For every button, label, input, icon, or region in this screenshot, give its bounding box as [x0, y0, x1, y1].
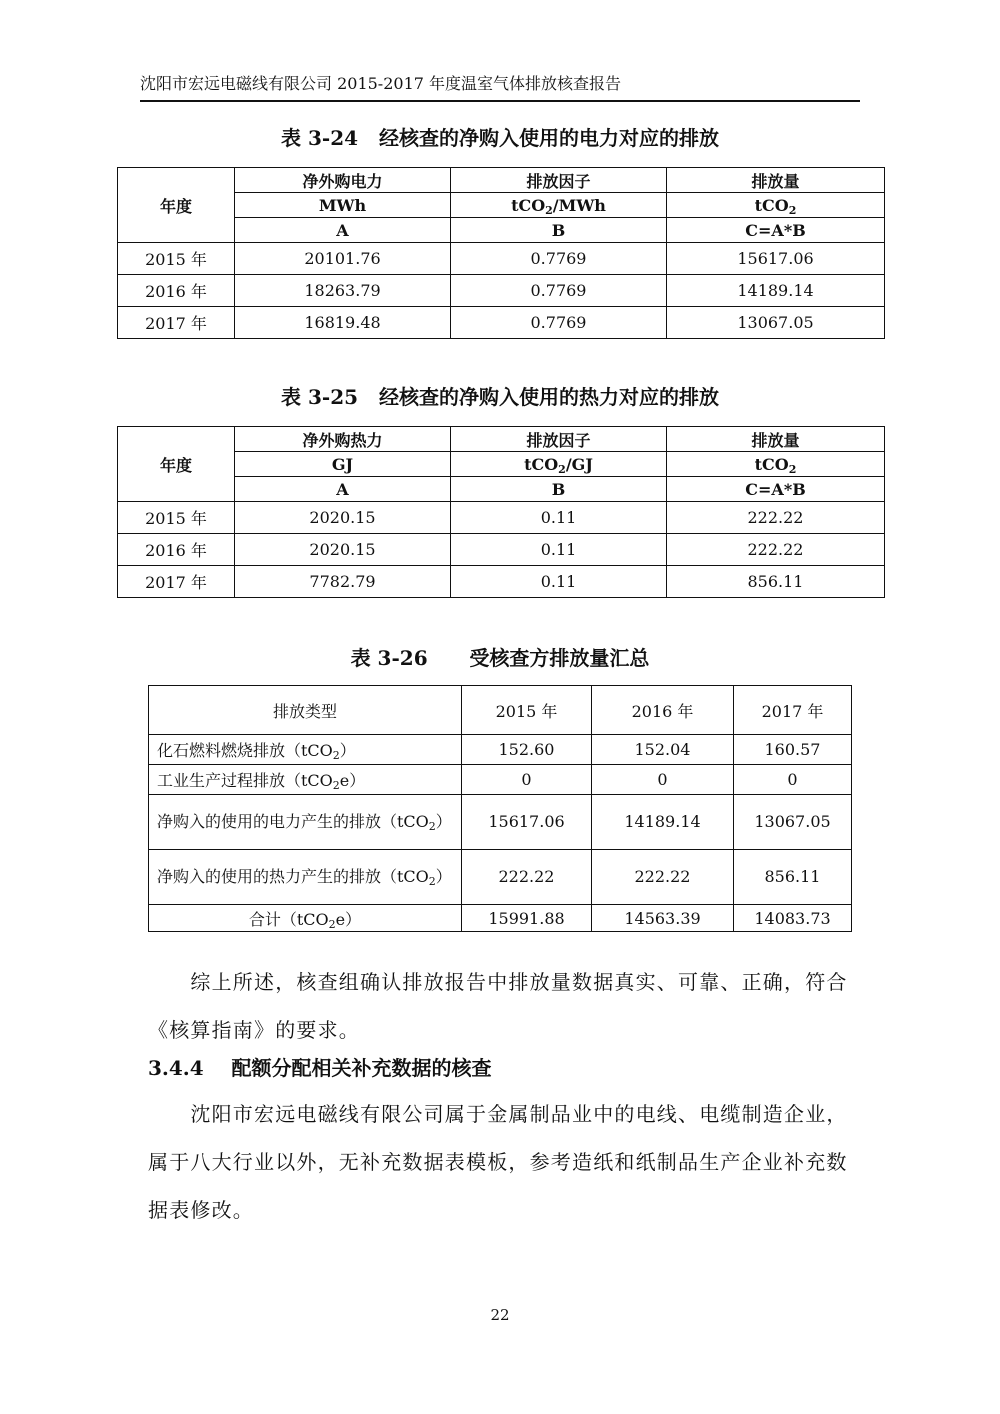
table-row-total: 合计（tCO$_2$e） 15991.88 14563.39 14083.73	[149, 905, 852, 932]
table-row: 2015 年 2020.15 0.11 222.22	[118, 502, 885, 534]
col-name: 排放因子	[451, 168, 667, 193]
col-unit: tCO$_2$	[667, 452, 885, 477]
col-symbol: C=A*B	[667, 218, 885, 243]
year-header: 2015 年	[462, 686, 592, 735]
col-symbol: B	[451, 477, 667, 502]
table-3-26-caption: 表 3-26 受核查方排放量汇总	[350, 646, 650, 670]
year-header: 2016 年	[592, 686, 734, 735]
table-3-26	[148, 685, 852, 932]
year-header: 年度	[118, 168, 235, 243]
running-header-text: 沈阳市宏远电磁线有限公司 2015-2017 年度温室气体排放核查报告	[140, 74, 622, 93]
col-unit: GJ	[235, 452, 451, 477]
col-unit: tCO$_2$	[667, 193, 885, 218]
col-unit: tCO$_2$/GJ	[451, 452, 667, 477]
section-title: 配额分配相关补充数据的核查	[231, 1056, 492, 1080]
col-name: 排放量	[667, 168, 885, 193]
year-header: 2017 年	[734, 686, 852, 735]
table-row: 化石燃料燃烧排放（tCO$_2$） 152.60 152.04 160.57	[149, 735, 852, 765]
table-row: 2017 年 7782.79 0.11 856.11	[118, 566, 885, 598]
section-number: 3.4.4	[148, 1056, 204, 1080]
table-3-24-caption: 表 3-24 经核查的净购入使用的电力对应的排放	[281, 126, 719, 150]
year-header: 年度	[118, 427, 235, 502]
table-row: 净购入的使用的热力产生的排放（tCO$_2$） 222.22 222.22 856.11	[149, 850, 852, 905]
col-symbol: A	[235, 218, 451, 243]
table-row: 净购入的使用的电力产生的排放（tCO$_2$） 15617.06 14189.14 13067.05	[149, 795, 852, 850]
table-row: 2016 年 18263.79 0.7769 14189.14	[118, 275, 885, 307]
col-name: 净外购热力	[235, 427, 451, 452]
table-3-24	[117, 167, 885, 339]
table-3-25	[117, 426, 885, 598]
running-header	[140, 70, 860, 102]
table-row: 2016 年 2020.15 0.11 222.22	[118, 534, 885, 566]
col-name: 排放量	[667, 427, 885, 452]
col-symbol: A	[235, 477, 451, 502]
table-row: 2017 年 16819.48 0.7769 13067.05	[118, 307, 885, 339]
conclusion-paragraph: 综上所述，核查组确认排放报告中排放量数据真实、可靠、正确，符合《核算指南》的要求。	[148, 970, 848, 1042]
page-number: 22	[490, 1306, 510, 1324]
table-row: 工业生产过程排放（tCO$_2$e） 0 0 0	[149, 765, 852, 795]
col-name: 排放因子	[451, 427, 667, 452]
table-3-25-caption: 表 3-25 经核查的净购入使用的热力对应的排放	[281, 385, 719, 409]
col-symbol: C=A*B	[667, 477, 885, 502]
section-heading	[148, 1052, 492, 1081]
col-symbol: B	[451, 218, 667, 243]
type-header: 排放类型	[149, 686, 462, 735]
col-unit: tCO$_2$/MWh	[451, 193, 667, 218]
table-row: 2015 年 20101.76 0.7769 15617.06	[118, 243, 885, 275]
col-name: 净外购电力	[235, 168, 451, 193]
col-unit: MWh	[235, 193, 451, 218]
section-body-paragraph: 沈阳市宏远电磁线有限公司属于金属制品业中的电线、电缆制造企业，属于八大行业以外，无补充数据表模板，参考造纸和纸制品生产企业补充数据表修改。	[148, 1102, 848, 1222]
